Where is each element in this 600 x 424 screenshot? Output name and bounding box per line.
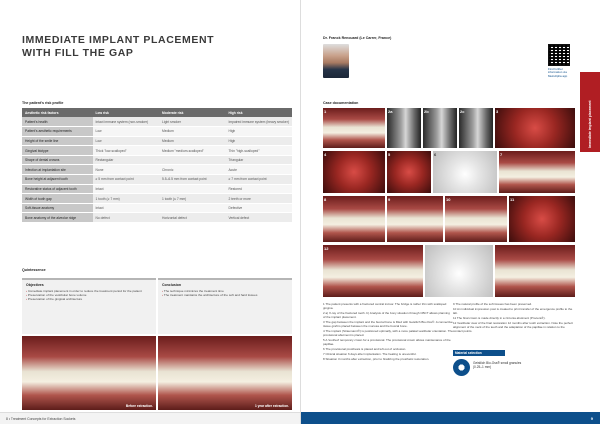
case-photo (509, 196, 575, 242)
row-header-cell: Infection at implantation site (22, 165, 93, 175)
photo-number: 12 (324, 246, 329, 251)
table-row (22, 117, 292, 127)
table-cell: Thick "low-scalloped" (93, 146, 159, 156)
author-portrait (323, 44, 349, 78)
table-cell: Low (93, 136, 159, 146)
objective-item: › Preservation of the gingival architecture (26, 297, 152, 301)
step-item: 12 Vestibular view of the final restoration 12 months after tooth extraction. Note the perfect alignment of the neck of the teeth and the adaptation of the papillae in relation to the contact points. (453, 321, 573, 333)
case-photo (323, 151, 385, 193)
table-cell: Medium "medium-scalloped" (159, 146, 225, 156)
header-cell: Aesthetic risk factors (22, 108, 93, 117)
row-header-cell: Shape of dental crowns (22, 155, 93, 165)
page-title (22, 34, 292, 60)
table-cell: Acute (225, 165, 292, 175)
photo-number: 2c (460, 109, 465, 114)
photo-number: 5 (388, 152, 391, 157)
qr-code-icon[interactable] (548, 44, 570, 66)
photo-number: 2a (388, 109, 393, 114)
table-cell: Thin "high-scalloped" (225, 146, 292, 156)
step-item: 5 A 'toothed' temporary crown for a provisional. The provisional crown allows maintenance of the papillae. (323, 338, 451, 346)
conclusion-title: Conclusion (162, 283, 182, 287)
case-photo (499, 151, 575, 193)
profile-label: The patient's risk profile (22, 101, 64, 105)
case-photo-implant (433, 151, 497, 193)
photo-caption: Before extraction. (125, 404, 153, 408)
row-header-cell: Bone height at adjacent tooth (22, 175, 93, 185)
photo-number: 1 (324, 109, 327, 114)
photo-before-extraction (22, 336, 156, 410)
case-photo (445, 196, 507, 242)
row-header-cell: Soft-tissue anatomy (22, 203, 93, 213)
header-cell: Moderate risk (159, 108, 225, 117)
quintessence-label: Quintessence (22, 268, 46, 272)
table-cell: Defective (225, 203, 292, 213)
table-row (22, 203, 292, 213)
photo-number: 7 (500, 152, 503, 157)
table-cell: 5.5–6.5 mm from contact point (159, 175, 225, 185)
title-line-1: IMMEDIATE IMPLANT PLACEMENT (22, 34, 215, 46)
step-item: 1 The patient presents with a fractured central incisor. The bridge is rather thin with scalloped gingiva. (323, 302, 447, 310)
objective-item: › Immediate implant placement in order to reduce the treatment period for the patient (26, 289, 152, 293)
row-header-cell: Patient's health (22, 117, 93, 127)
table-cell (159, 184, 225, 194)
case-photo (495, 245, 575, 297)
row-header-cell: Patient's aesthetic requirements (22, 127, 93, 137)
step-item: 8 Situation 3 months after extraction, prior to finalizing the prosthetic restoration. (323, 357, 430, 361)
footer-text: 8 • Treatment Concepts for Extraction Sockets (6, 417, 76, 421)
side-tab-label: Immediate implant placement (588, 100, 592, 148)
step-item: 11 The final crown is made directly in a zirconia abutment (Procera®). (453, 316, 546, 320)
table-cell: Rectangular (93, 155, 159, 165)
table-cell: 1 tooth (≥ 7 mm) (93, 194, 159, 204)
risk-profile-table (22, 108, 292, 223)
row-header-cell: Width of tooth gap (22, 194, 93, 204)
page-number: 9 (590, 415, 593, 421)
table-cell: Triangular (225, 155, 292, 165)
photo-caption: 1 year after extraction. (254, 404, 289, 408)
table-cell: High (225, 127, 292, 137)
row-header-cell: Height of the smile line (22, 136, 93, 146)
objectives-box (22, 278, 156, 334)
table-cell: Chronic (159, 165, 225, 175)
row-header-cell: Restorative status of adjacent tooth (22, 184, 93, 194)
case-photo (387, 196, 443, 242)
row-header-cell: Bone anatomy of the alveolar ridge (22, 213, 93, 223)
table-row (22, 213, 292, 223)
case-documentation-label: Case documentation (323, 101, 359, 105)
table-row (22, 136, 292, 146)
photo-number: 3 (496, 109, 499, 114)
photo-number: 9 (388, 197, 391, 202)
header-cell: High risk (225, 108, 292, 117)
step-item: 10 An individual impression post is created to print transfer of the emergence profile to the lab. (453, 307, 573, 315)
table-row (22, 175, 292, 185)
table-cell: Intact (93, 203, 159, 213)
table-cell: Low (93, 127, 159, 137)
table-cell: Horizontal defect (159, 213, 225, 223)
table-header-row (22, 108, 292, 117)
material-text (473, 361, 521, 369)
objective-item: › Preservation of the vestibular bone volume (26, 293, 152, 297)
table-row (22, 165, 292, 175)
table-row (22, 155, 292, 165)
step-item: 9 The natural profile of the soft tissues has been preserved. (453, 302, 532, 306)
step-item: 3 The gap between the implant and the buccal bone is filled with Geistlich Bio-Oss®. A connective tissue graft is placed between the mucosa and the buccal bone. (323, 320, 453, 328)
table-cell: 2 teeth or more (225, 194, 292, 204)
right-footer (301, 412, 600, 424)
row-header-cell: Gingival biotype (22, 146, 93, 156)
material-selection-label: Material selection (453, 350, 505, 356)
step-item: 6 The provisional prosthesis is placed and left out of occlusion. (323, 347, 407, 351)
right-page (300, 0, 600, 424)
steps-list-left (323, 302, 453, 362)
case-photo-crowns (425, 245, 493, 297)
case-photo (323, 196, 385, 242)
table-cell: Impaired immune system (heavy smoker) (225, 117, 292, 127)
table-row (22, 184, 292, 194)
step-item: 4 The implant (Straumann®) is positioned optimally, with a more palatal vestibular orientation. The provisional abutment is placed. (323, 329, 453, 337)
photo-number: 2b (424, 109, 429, 114)
table-cell: Vertical defect (225, 213, 292, 223)
photo-number: 11 (510, 197, 515, 202)
table-cell: High (225, 136, 292, 146)
case-photo (323, 245, 423, 297)
table-row (22, 194, 292, 204)
table-cell: Medium (159, 127, 225, 137)
table-cell: No defect (93, 213, 159, 223)
table-cell (159, 203, 225, 213)
photo-number: 10 (446, 197, 451, 202)
conclusion-item: › The technique minimizes the treatment time (162, 289, 288, 293)
photo-number: 8 (324, 197, 327, 202)
table-cell: ≥ 5 mm from contact point (93, 175, 159, 185)
table-cell: None (93, 165, 159, 175)
table-cell: 1 tooth (≤ 7 mm) (159, 194, 225, 204)
bio-oss-logo-icon (453, 359, 470, 376)
photo-after-extraction (158, 336, 292, 410)
chapter-side-tab (580, 72, 600, 152)
case-photo (495, 108, 575, 148)
material-line-1: Geistlich Bio-Oss® small granules (473, 361, 522, 365)
table-cell: Intact immune system (non-smoker) (93, 117, 159, 127)
table-cell: ≥ 7 mm from contact point (225, 175, 292, 185)
table-row (22, 127, 292, 137)
qr-caption: Find further information via MeinAlpha app (548, 67, 568, 78)
title-line-2: WITH FILL THE GAP (22, 47, 134, 59)
author-name: Dr. Franck Renouard (Le Carrer, France) (323, 36, 392, 40)
table-cell: Intact (93, 184, 159, 194)
objectives-title: Objectives (26, 283, 44, 287)
case-photo-xray (423, 108, 457, 148)
material-line-2: (0.25–1 mm) (473, 365, 492, 369)
header-cell: Low risk (93, 108, 159, 117)
case-photo (323, 108, 385, 148)
case-photo (387, 151, 431, 193)
photo-number: 4 (324, 152, 327, 157)
step-item: 2 a) X-ray of the fractured tooth. b) Analysis of the bony situation through CBCT allows planning of the implant placement. (323, 311, 450, 319)
table-cell: Medium (159, 136, 225, 146)
table-cell (159, 155, 225, 165)
table-cell: Light smoker (159, 117, 225, 127)
conclusion-box (158, 278, 292, 334)
conclusion-item: › The treatment maintains the architecture of the soft and hard tissues (162, 293, 288, 297)
step-item: 7 Clinical situation 6 days after implantation. The healing is uneventful. (323, 352, 417, 356)
case-photo-xray (387, 108, 421, 148)
left-footer (0, 412, 300, 424)
steps-list-right (453, 302, 575, 334)
case-photo-xray (459, 108, 493, 148)
table-row (22, 146, 292, 156)
photo-number: 6 (434, 152, 437, 157)
table-cell: Restored (225, 184, 292, 194)
